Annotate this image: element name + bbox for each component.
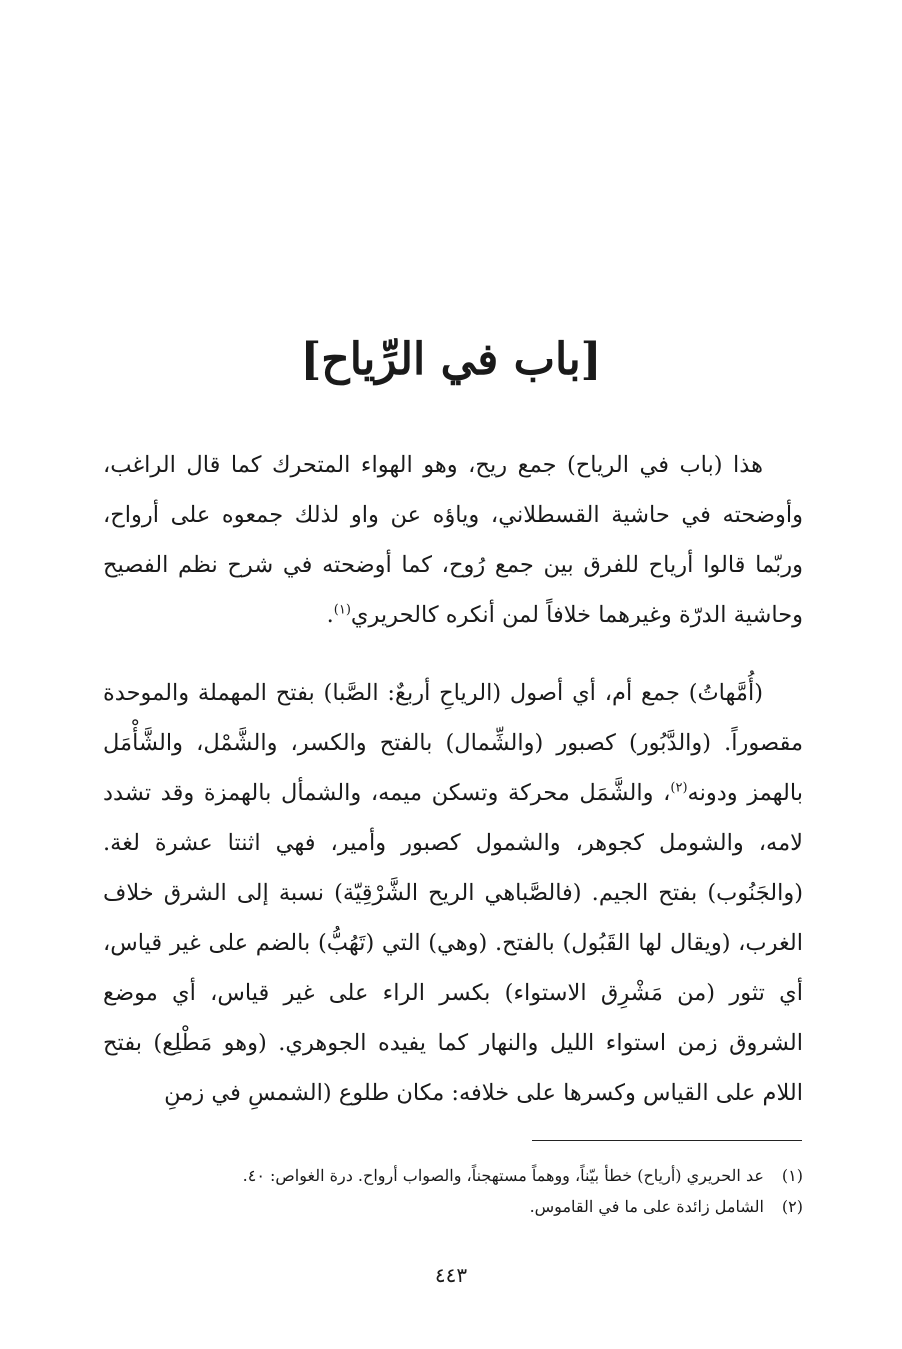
intro-tail: .	[326, 602, 334, 628]
main-paragraph	[103, 668, 803, 1118]
footnote-number: (٢)	[781, 1197, 803, 1216]
main-text-b: ، والشَّمَل محركة وتسكن ميمه، والشمأل بالهمزة وقد تشدد لامه، والشومل كجوهر، والشمول كصبور وأمير، فهي اثنتا عشرة لغة. (والجَنُوب) بفتح الجيم. (فالصَّباهي الريح الشَّرْقِيّة) نسبة إلى الشرق خلاف الغرب، (ويقال لها القَبُول) بالفتح. (وهي) التي (تَهُبُّ) بالضم على غير قياس، أي تثور (من مَشْرِق الاستواء) بكسر الراء على غير قياس، أي موضع الشروق زمن استواء الليل والنهار كما يفيده الجوهري. (وهو مَطْلِع) بفتح اللام على القياس وكسرها على خلافه: مكان طلوع (الشمسِ في زمنِ	[103, 780, 803, 1106]
footnote-text: عد الحريري (أرياح) خطأ بيّناً، ووهماً مستهجناً، والصواب أرواح. درة الغواص: ٤٠.	[242, 1166, 764, 1185]
footnotes	[103, 1160, 803, 1222]
main-text-a: (أُمَّهاتُ) جمع أم، أي أصول (الرياحِ أربعٌ: الصَّبا) بفتح المهملة والموحدة مقصوراً. (والدَّبُور) كصبور (والشِّمال) بالفتح والكسر، والشَّمْل، والشَّأْمَل بالهمز ودونه	[103, 680, 804, 806]
footnote-text: الشامل زائدة على ما في القاموس.	[529, 1197, 764, 1216]
footnote-2	[103, 1191, 803, 1222]
page-number: ٤٤٣	[434, 1263, 468, 1287]
chapter-title: [باب في الرِّياح]	[300, 334, 602, 385]
footnote-1	[103, 1160, 803, 1191]
footnote-divider	[532, 1140, 802, 1141]
footnote-number: (١)	[781, 1166, 803, 1185]
intro-text: هذا (باب في الرياح) جمع ريح، وهو الهواء المتحرك كما قال الراغب، وأوضحته في حاشية القسطلاني، وياؤه عن واو لذلك جمعوه على أرواح، وربّما قالوا أرياح للفرق بين جمع رُوح، كما أوضحته في شرح نظم الفصيح وحاشية الدرّة وغيرهما خلافاً لمن أنكره كالحريري	[103, 452, 803, 628]
footnote-ref-1[interactable]: (١)	[333, 602, 351, 618]
footnote-ref-2[interactable]: (٢)	[670, 780, 688, 796]
intro-paragraph	[103, 440, 803, 640]
